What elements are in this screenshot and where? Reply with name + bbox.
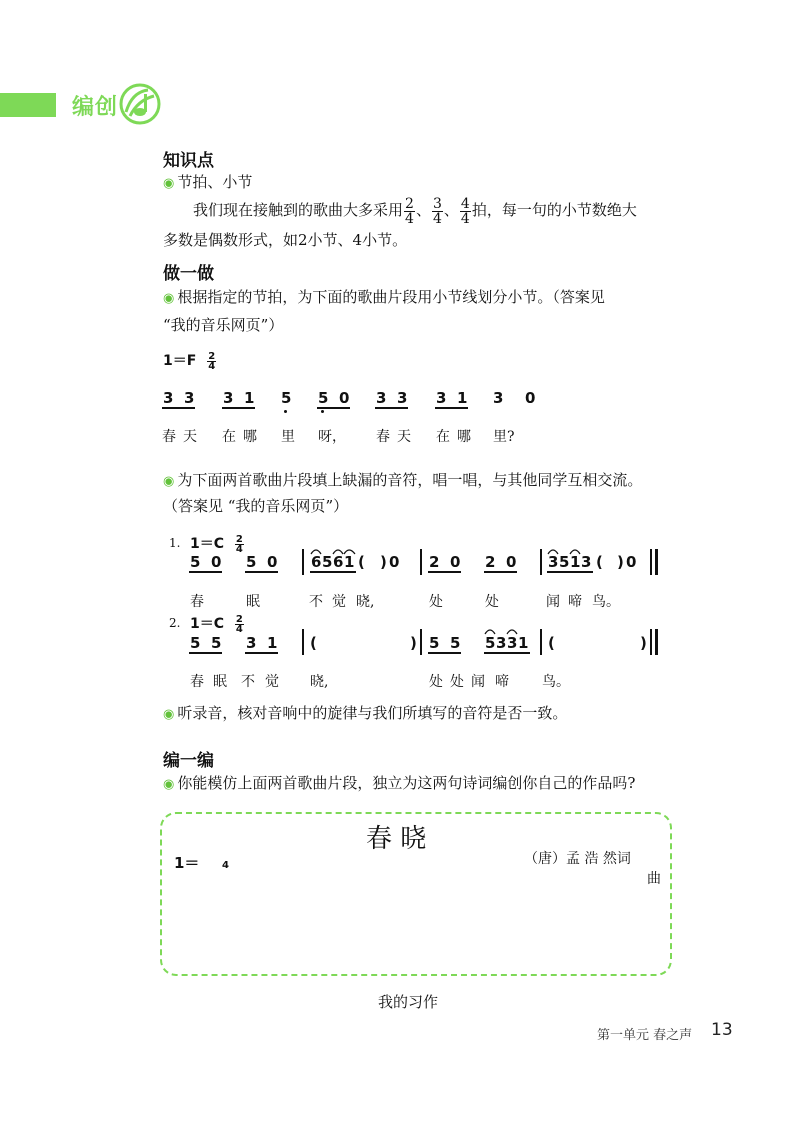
practice-heading: 做一做 [163, 264, 214, 284]
song1-key: 1＝C $\frac{2}{4}$ [190, 533, 243, 555]
note: 5 [281, 389, 292, 407]
fraction-2-4: $\frac{2}{4}$ [405, 195, 414, 227]
note: 0 [525, 389, 536, 407]
note: 3 [493, 389, 504, 407]
fraction-3-4: $\frac{3}{4}$ [432, 195, 442, 227]
practice-item3: ◉ 听录音，核对音响中的旋律与我们所填写的音符是否一致。 [163, 704, 568, 722]
practice-item2-line1: ◉ 为下面两首歌曲片段填上缺漏的音符，唱一唱，与其他同学互相交流。 [163, 471, 643, 489]
practice-item2-line2: （答案见 “我的音乐网页”） [163, 497, 349, 515]
practice-item1-line1: ◉ 根据指定的节拍，为下面的歌曲片段用小节线划分小节。（答案见 [163, 288, 605, 306]
song2-key: 1＝C $\frac{2}{4}$ [190, 613, 243, 635]
slur-marks-icon [483, 625, 533, 635]
note: 1 [457, 389, 468, 407]
composition-credit-line2: 曲 [647, 871, 661, 887]
knowledge-item: ◉ 节拍、小节 [163, 173, 253, 191]
practice-item1-line2: “我的音乐网页”） [163, 316, 284, 334]
music-note-logo-icon [118, 82, 162, 126]
note: 3 [163, 389, 174, 407]
bullet-icon: ◉ [163, 777, 175, 792]
footer-unit-title: 第一单元 春之声 [597, 1028, 693, 1043]
composition-title: 春 晓 [366, 824, 427, 854]
compose-item: ◉ 你能模仿上面两首歌曲片段，独立为这两句诗词编创你自己的作品吗? [163, 774, 636, 792]
header-accent-bar [0, 93, 56, 117]
note: 3 [223, 389, 234, 407]
bullet-icon: ◉ [163, 176, 175, 191]
compose-heading: 编一编 [163, 751, 214, 771]
composition-key[interactable]: 1＝ [174, 854, 200, 872]
bullet-icon: ◉ [163, 707, 175, 722]
fraction-4-4: $\frac{4}{4}$ [460, 195, 470, 227]
composition-credit-line1: （唐）孟 浩 然词 [524, 851, 631, 867]
note: 3 [184, 389, 195, 407]
note: 5 [318, 389, 329, 407]
note: 3 [376, 389, 387, 407]
slur-marks-icon [309, 545, 359, 555]
knowledge-paragraph-line2: 多数是偶数形式，如2小节、4小节。 [163, 231, 408, 249]
knowledge-paragraph-line1: 我们现在接触到的歌曲大多采用 $\frac{2}{4}$ 、 $\frac{3}{4}$ 、 $\frac{4}{4}$ 拍，每一句的小节数绝大 [193, 195, 637, 227]
composition-caption: 我的习作 [378, 993, 439, 1011]
song0-key: 1＝F $\frac{2}{4}$ [163, 350, 216, 372]
note: 3 [436, 389, 447, 407]
song2-number: 2. [169, 616, 181, 630]
page-number: 13 [711, 1020, 733, 1040]
slur-marks-icon [546, 545, 596, 555]
bullet-icon: ◉ [163, 291, 175, 306]
song1-number: 1. [169, 536, 181, 550]
note: 3 [397, 389, 408, 407]
note: 1 [244, 389, 255, 407]
composition-time-denominator: 4 [222, 860, 229, 871]
note: 0 [339, 389, 350, 407]
bullet-icon: ◉ [163, 474, 175, 489]
section-title: 编创 [72, 95, 119, 120]
knowledge-heading: 知识点 [163, 151, 214, 171]
